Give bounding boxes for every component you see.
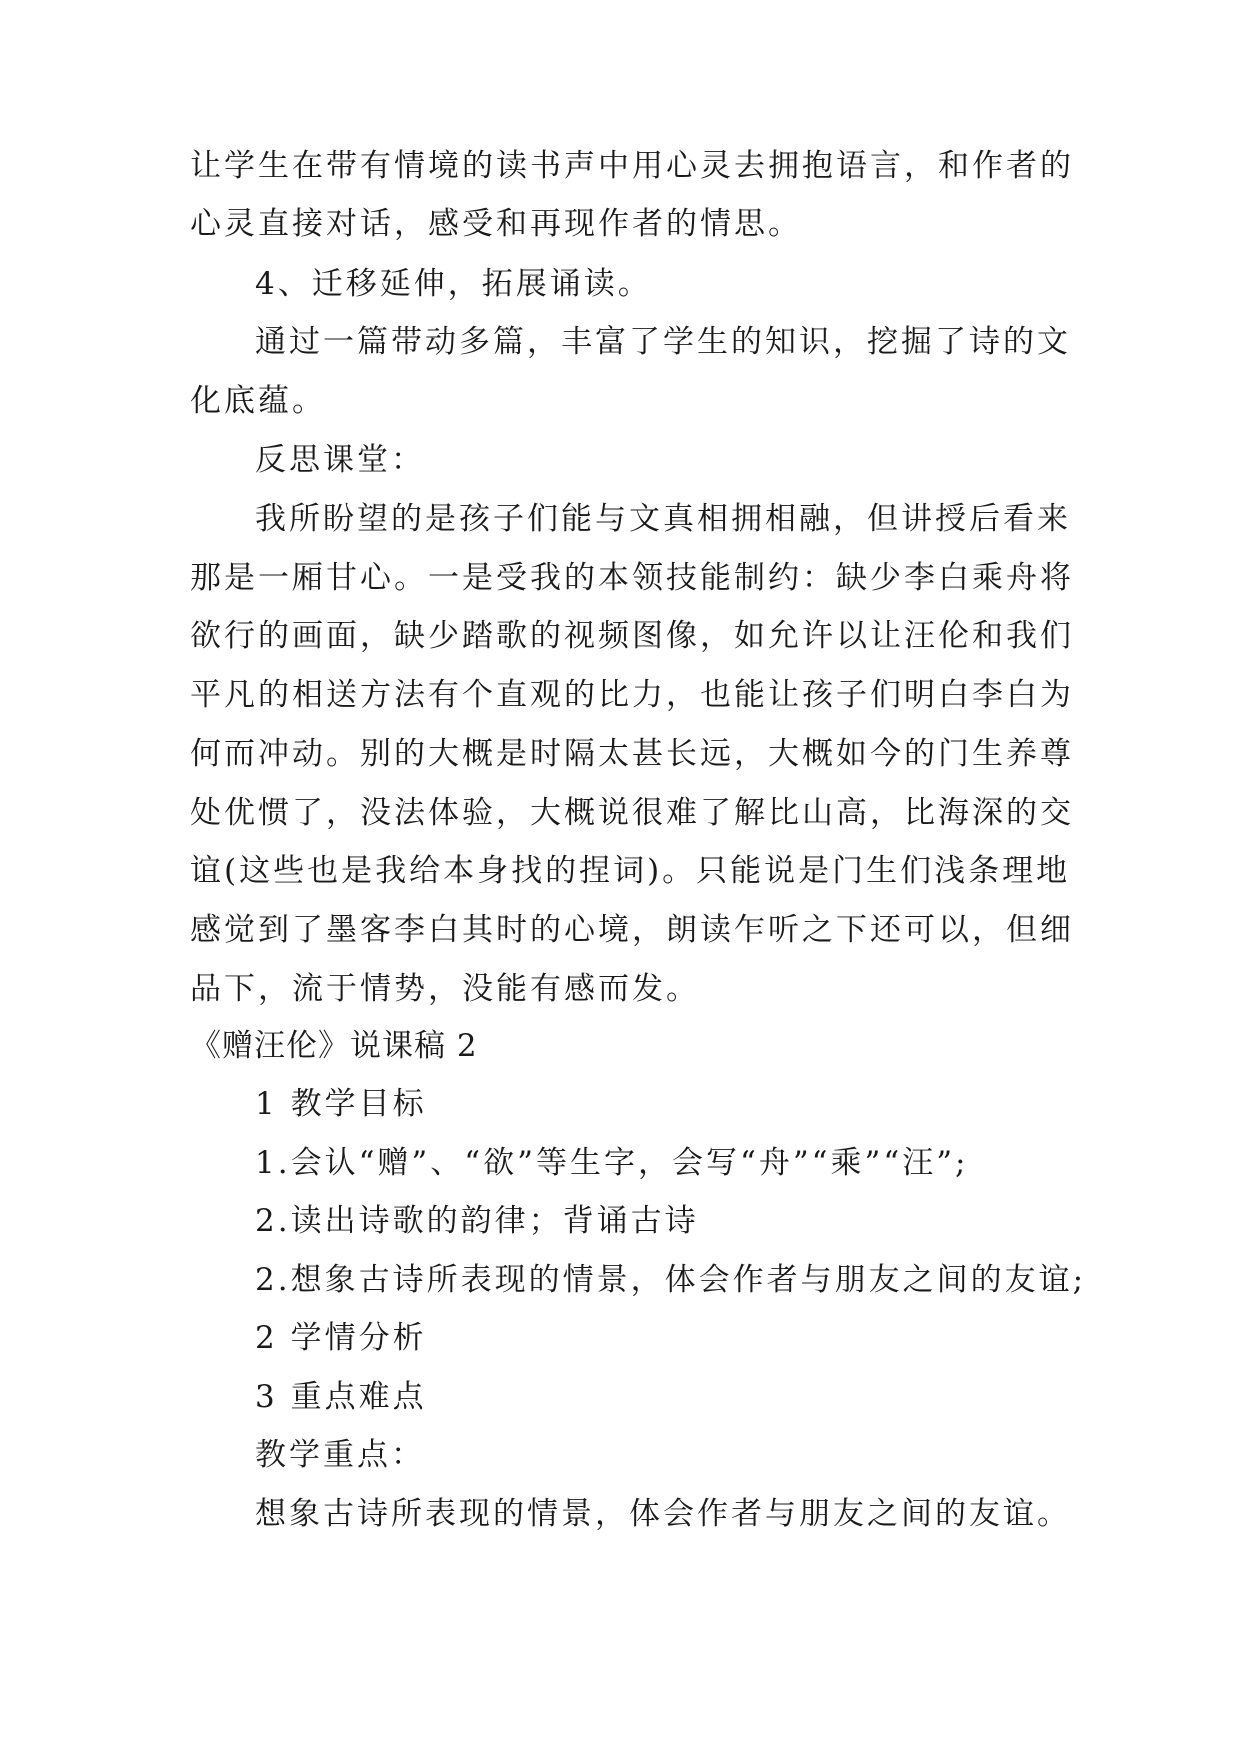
- body-text-line: 谊(这些也是我给本身找的捏词)。只能说是门生们浅条理地: [190, 853, 1071, 889]
- list-item: 2.想象古诗所表现的情景，体会作者与朋友之间的友谊;: [255, 1262, 1087, 1298]
- section-heading: 2 学情分析: [255, 1320, 427, 1356]
- document-title: 《赠汪伦》说课稿 2: [190, 1028, 478, 1064]
- section-heading: 教学重点：: [255, 1437, 425, 1473]
- body-text-line: 平凡的相送方法有个直观的比力，也能让孩子们明白李白为: [190, 677, 1074, 713]
- body-text-line: 那是一厢甘心。一是受我的本领技能制约：缺少李白乘舟将: [190, 560, 1074, 596]
- body-text-line: 感觉到了墨客李白其时的心境，朗读乍听之下还可以，但细: [190, 912, 1074, 948]
- body-text-line: 心灵直接对话，感受和再现作者的情思。: [190, 206, 802, 242]
- list-item: 1.会认“赠”、“欲”等生字，会写“舟”“乘”“汪”;: [255, 1145, 969, 1181]
- body-text-line: 欲行的画面，缺少踏歌的视频图像，如允许以让汪伦和我们: [190, 618, 1074, 654]
- section-heading: 4、迁移延伸，拓展诵读。: [255, 266, 652, 302]
- section-heading: 反思课堂：: [255, 442, 425, 478]
- body-text-line: 通过一篇带动多篇，丰富了学生的知识，挖掘了诗的文: [255, 324, 1071, 360]
- body-text-line: 处优惯了，没法体验，大概说很难了解比山高，比海深的交: [190, 795, 1074, 831]
- list-item: 2.读出诗歌的韵律；背诵古诗: [255, 1203, 699, 1239]
- body-text-line: 想象古诗所表现的情景，体会作者与朋友之间的友谊。: [255, 1496, 1071, 1532]
- body-text-line: 化底蕴。: [190, 383, 326, 419]
- section-heading: 3 重点难点: [255, 1379, 427, 1415]
- body-text-line: 让学生在带有情境的读书声中用心灵去拥抱语言，和作者的: [190, 148, 1074, 184]
- body-text-line: 品下，流于情势，没能有感而发。: [190, 971, 700, 1007]
- section-heading: 1 教学目标: [255, 1086, 427, 1122]
- body-text-line: 何而冲动。别的大概是时隔太甚长远，大概如今的门生养尊: [190, 736, 1074, 772]
- body-text-line: 我所盼望的是孩子们能与文真相拥相融，但讲授后看来: [255, 501, 1071, 537]
